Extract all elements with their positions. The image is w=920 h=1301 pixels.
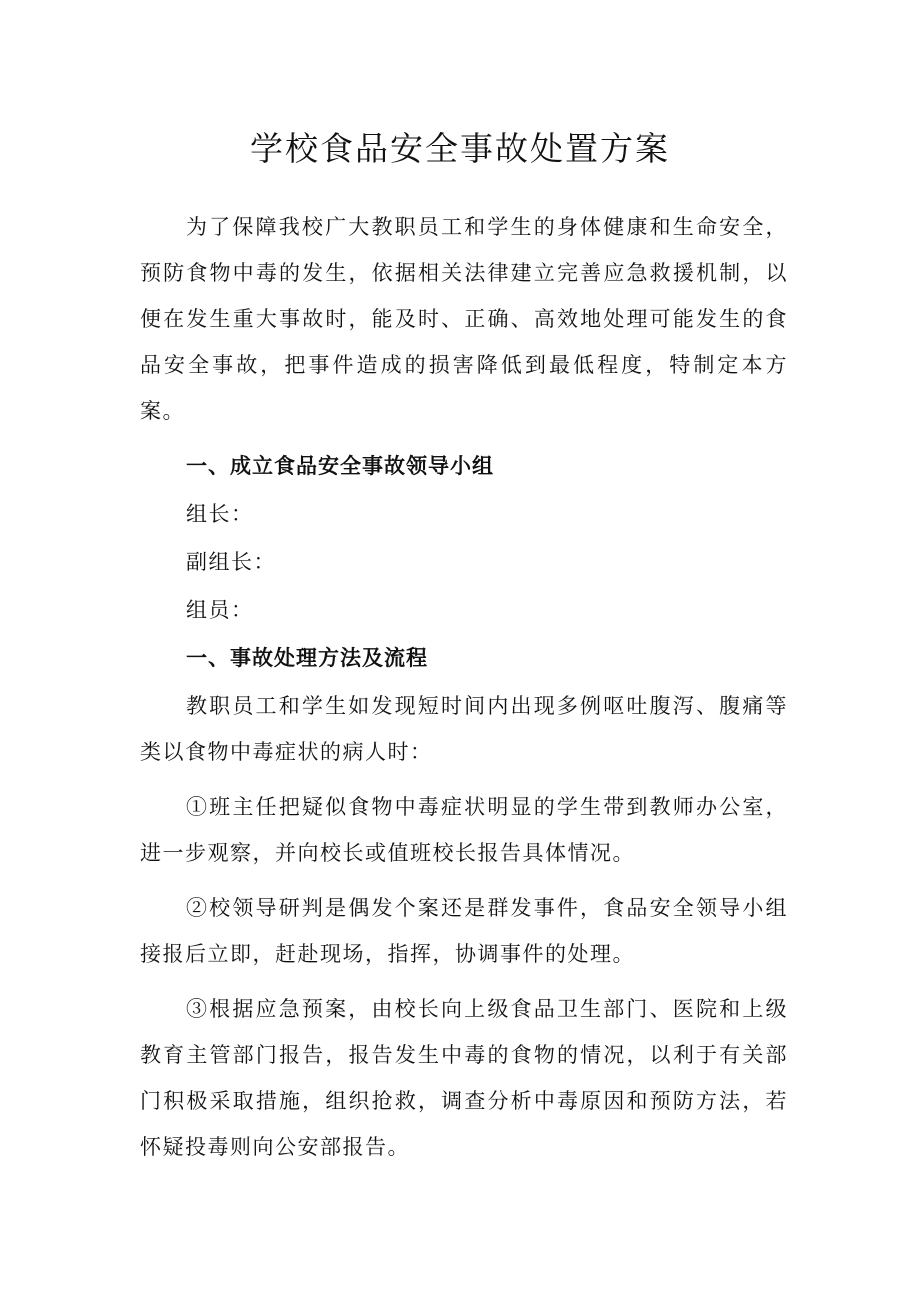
procedure-step-1: ①班主任把疑似食物中毒症状明显的学生带到教师办公室，进一步观察，并向校长或值班校长报告具体情况。: [140, 795, 788, 865]
procedure-step-3: ③根据应急预案，由校长向上级食品卫生部门、医院和上级教育主管部门报告，报告发生中毒的食物的情况，以利于有关部门积极采取措施，组织抢救，调查分析中毒原因和预防方法，若怀疑投毒则向公安部报告。: [140, 997, 788, 1159]
section-heading-procedure: 一、事故处理方法及流程: [186, 646, 428, 670]
document-title: 学校食品安全事故处置方案: [250, 129, 670, 168]
group-members-line: 组员：: [186, 598, 254, 622]
procedure-step-2: ②校领导研判是偶发个案还是群发事件，食品安全领导小组接报后立即，赶赴现场，指挥，协调事件的处理。: [140, 896, 788, 966]
procedure-intro-paragraph: 教职员工和学生如发现短时间内出现多例呕吐腹泻、腹痛等类以食物中毒症状的病人时：: [140, 694, 788, 764]
document-body: [140, 204, 788, 1179]
intro-paragraph: 为了保障我校广大教职员工和学生的身体健康和生命安全，预防食物中毒的发生，依据相关法律建立完善应急救援机制，以便在发生重大事故时，能及时、正确、高效地处理可能发生的食品安全事故，把事件造成的损害降低到最低程度，特制定本方案。: [140, 215, 788, 423]
section-heading-leadership-group: 一、成立食品安全事故领导小组: [186, 454, 494, 478]
group-leader-line: 组长：: [186, 502, 254, 526]
deputy-leader-line: 副组长：: [186, 550, 276, 574]
